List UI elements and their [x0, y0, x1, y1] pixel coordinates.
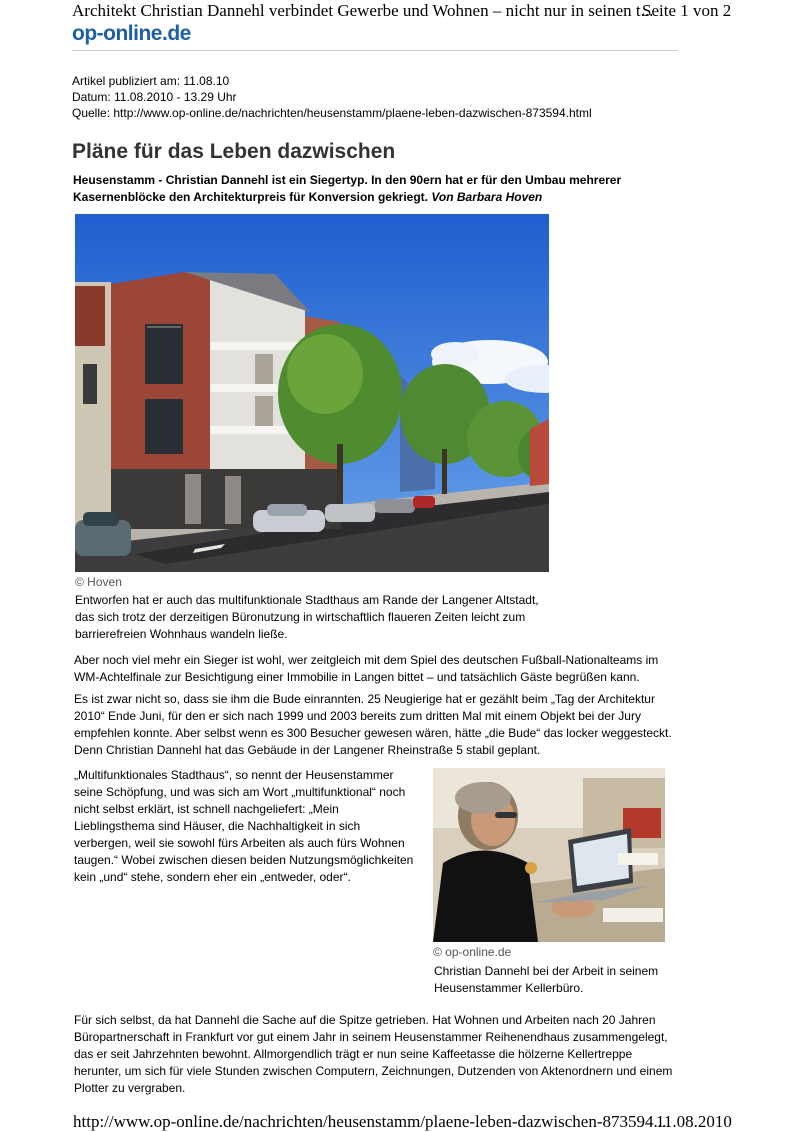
print-footer-url: http://www.op-online.de/nachrichten/heusenstamm/plaene-leben-dazwischen-873594....	[73, 1112, 671, 1131]
paragraph: Aber noch viel mehr ein Sieger ist wohl, wer zeitgleich mit dem Spiel des deutschen Fußball-Nationalteams im WM-Achtelfinale zur Besichtigung einer Immobilie in Langen bittet – und tatsächlich Gäste begrüßen kann.	[74, 653, 659, 684]
article-title: Pläne für das Leben dazwischen	[72, 140, 396, 163]
photo-caption: Entworfen hat er auch das multifunktionale Stadthaus am Rande der Langener Altstadt, das sich trotz der derzeitigen Büronutzung in wirtschaftlich flaueren Zeiten leicht zum barrierefreien Wohnhaus wandeln ließe.	[75, 593, 539, 641]
date-line: Datum: 11.08.2010 - 13.29 Uhr	[72, 90, 237, 104]
article-teaser	[73, 172, 633, 206]
photo-credit: © Hoven	[75, 575, 122, 589]
source-line[interactable]: Quelle: http://www.op-online.de/nachrichten/heusenstamm/plaene-leben-dazwischen-873594.html	[72, 106, 592, 120]
header-divider	[72, 50, 678, 51]
published-line: Artikel publiziert am: 11.08.10	[72, 74, 230, 88]
article-author: Von Barbara Hoven	[431, 190, 543, 204]
paragraph: Für sich selbst, da hat Dannehl die Sache auf die Spitze getrieben. Hat Wohnen und Arbeiten nach 20 Jahren Büropartnerschaft in Frankfurt vor gut einem Jahr in seinem Heusenstammer Reihenendhaus zusammengelegt, das er seit Jahrzehnten bewohnt. Allmorgendlich trägt er nun seine Kaffeetasse die hölzerne Kellertreppe herunter, um sich für viele Stunden zwischen Computern, Zeichnungen, Dutzenden von Aktenordnern und einem Plotter zu vergraben.	[74, 1013, 673, 1095]
architect-photo	[433, 768, 665, 942]
site-logo[interactable]: op-online.de	[72, 22, 191, 45]
photo-credit: © op-online.de	[433, 945, 512, 959]
teaser-text: Heusenstamm - Christian Dannehl ist ein Siegertyp. In den 90ern hat er für den Umbau mehrerer Kasernenblöcke den Architekturpreis für Konversion gekriegt.	[73, 173, 622, 204]
paragraph: „Multifunktionales Stadthaus“, so nennt der Heusenstammer seine Schöpfung, und was sich am Wort „multifunktional“ noch nicht selbst erklärt, ist schnell nachgeliefert: „Mein Lieblingsthema sind Häuser, die Nachhaltigkeit in sich verbergen, weil sie sowohl fürs Arbeiten als auch fürs Wohnen taugen.“ Wobei zwischen diesen beiden Nutzungsmöglichkeiten kein „und“ stehe, sondern eher ein „entweder, oder“.	[74, 768, 414, 884]
photo-caption: Christian Dannehl bei der Arbeit in seinem Heusenstammer Kellerbüro.	[434, 964, 659, 995]
print-footer-date: 11.08.2010	[656, 1112, 732, 1131]
print-header-title: Architekt Christian Dannehl verbindet Gewerbe und Wohnen – nicht nur in seinen t...	[72, 1, 654, 20]
paragraph: Es ist zwar nicht so, dass sie ihm die Bude einrannten. 25 Neugierige hat er gezählt beim „Tag der Architektur 2010“ Ende Juni, für den er sich nach 1999 und 2003 bereits zum dritten Mal mit einem Objekt bei der Jury empfehlen konnte. Aber selbst wenn es 300 Besucher gewesen wären, hätte „die Bude“ das locker weggesteckt. Denn Christian Dannehl hat das Gebäude in der Langener Rheinstraße 5 stabil geplant.	[74, 692, 672, 757]
print-header-page-number: Seite 1 von 2	[642, 1, 732, 20]
building-photo	[75, 214, 549, 572]
